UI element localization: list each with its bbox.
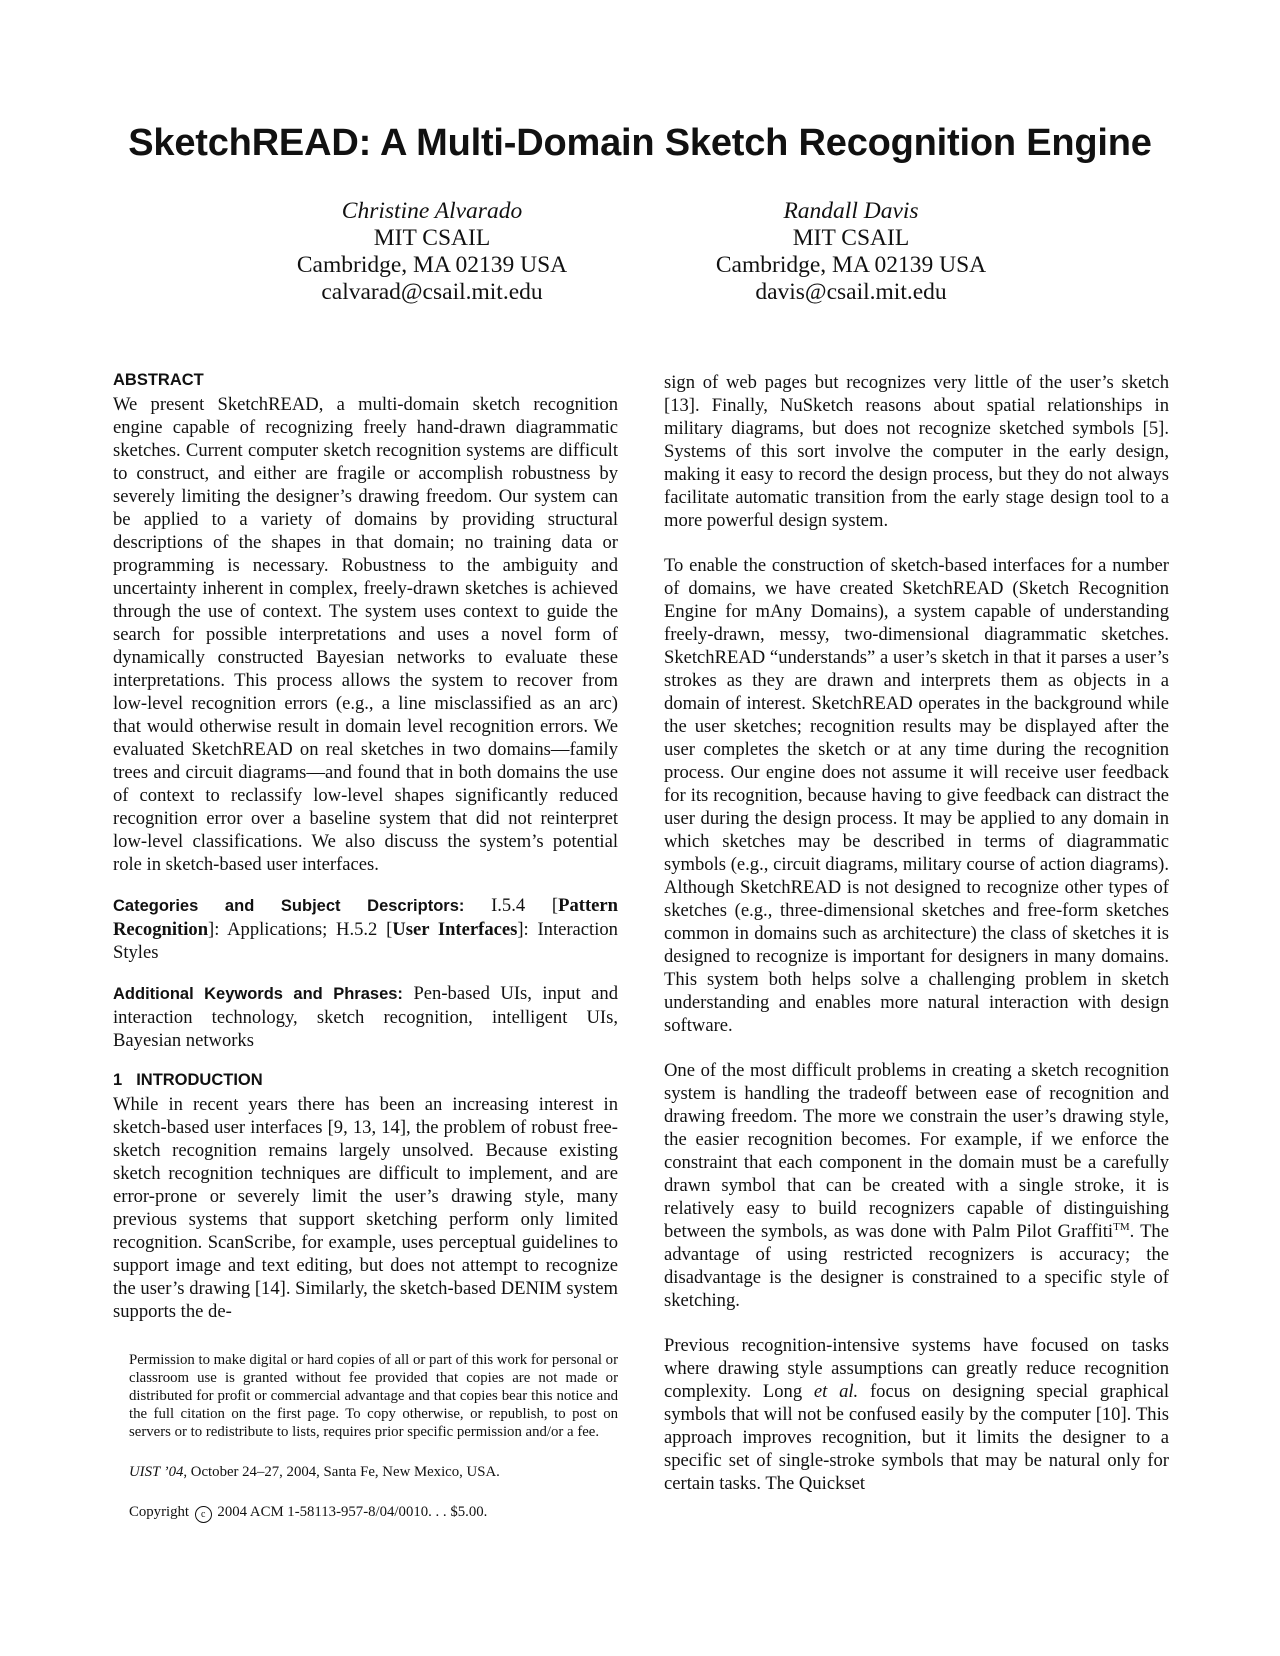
permission-notice: Permission to make digital or hard copies of all or part of this work for personal or classroom use is granted without fee provided that copies are not made or distributed for profit or commercial advantage and that copies bear this notice and the full citation on the first page. To copy otherwise, or republish, to post on servers or to redistribute to lists, requires prior specific permission and/or a fee. (129, 1352, 619, 1440)
abstract-heading: ABSTRACT (113, 371, 204, 389)
paragraph (664, 1059, 1169, 1312)
paragraph-text: Previous recognition-intensive systems have focused on tasks where drawing style assumptions can greatly reduce recognition complexity. Long (664, 1335, 1169, 1402)
categories-term: User Interfaces (392, 919, 518, 940)
introduction-heading (113, 1070, 618, 1090)
keywords-text (113, 982, 618, 1052)
copyright-line (129, 1503, 618, 1523)
right-column (664, 371, 1169, 1495)
paragraph (664, 1334, 1169, 1495)
author-address: Cambridge, MA 02139 USA (296, 252, 568, 278)
author-address: Cambridge, MA 02139 USA (715, 252, 987, 278)
author-block (641, 198, 1061, 306)
copyright-details: 2004 ACM 1-58113-957-8/04/0010. . . $5.00. (217, 1504, 488, 1520)
author-affiliation: MIT CSAIL (792, 225, 910, 251)
paper-title: SketchREAD: A Multi-Domain Sketch Recognition Engine (128, 122, 1152, 164)
categories-part: ]: Applications; H.5.2 [ (208, 919, 393, 940)
trademark-mark: TM (1113, 1220, 1130, 1233)
venue-name: UIST ’04 (129, 1464, 184, 1480)
copyright-footnote (113, 1351, 618, 1523)
copyright-symbol-icon: c (195, 1506, 212, 1523)
introduction-section (113, 1070, 618, 1323)
categories-text (113, 894, 618, 964)
paragraph: sign of web pages but recognizes very little of the user’s sketch [13]. Finally, NuSketch reasons about spatial relationships in military diagrams, but does not recognize sketched symbols [5]. Systems of this sort involve the computer in the early design, making it easy to record the design process, but they do not always facilitate automatic transition from the early stage design tool to a more powerful design system. (664, 372, 1169, 531)
author-block (222, 198, 642, 306)
keywords-section (113, 982, 618, 1052)
abstract-text: We present SketchREAD, a multi-domain sketch recognition engine capable of recognizing freely hand-drawn diagrammatic sketches. Current computer sketch recognition systems are difficult to construct, and either are fragile or accomplish robustness by severely limiting the designer’s drawing freedom. Our system can be applied to a variety of domains by providing structural descriptions of the shapes in that domain; no training data or programming is necessary. Robustness to the ambiguity and uncertainty inherent in complex, freely-drawn sketches is achieved through the use of context. The system uses context to guide the search for possible interpretations and uses a novel form of dynamically constructed Bayesian networks to evaluate these interpretations. This process allows the system to recover from low-level recognition errors (e.g., a line misclassified as an arc) that would otherwise result in domain level recognition errors. We evaluated SketchREAD on real sketches in two domains—family trees and circuit diagrams—and found that in both domains the use of context to reclassify low-level shapes significantly reduced recognition error over a baseline system that did not reinterpret low-level classifications. We also discuss the system’s potential role in sketch-based user interfaces. (113, 394, 618, 875)
keywords-heading: Additional Keywords and Phrases: (113, 985, 403, 1003)
categories-part: I.5.4 [ (491, 895, 559, 916)
categories-term: Pattern Recognition (113, 895, 618, 940)
paragraph-text: One of the most difficult problems in creating a sketch recognition system is handling the tradeoff between ease of recognition and drawing freedom. The more we constrain the user’s drawing style, the easier recognition becomes. For example, if we enforce the constraint that each component in the domain must be a carefully drawn symbol that can be created with a single stroke, it is relatively easy to build recognizers capable of distinguishing between the symbols, as was done with Palm Pilot Graffiti (664, 1060, 1169, 1242)
author-name: Randall Davis (783, 198, 919, 224)
keywords-list: Pen-based UIs, input and interaction technology, sketch recognition, intelligent UIs, Bayesian networks (113, 983, 619, 1051)
paragraph-text: . The advantage of using restricted recognizers is accuracy; the disadvantage is the designer is constrained to a specific style of sketching. (664, 1221, 1169, 1311)
paragraph-emphasis: et al. (813, 1381, 859, 1402)
paragraph: To enable the construction of sketch-based interfaces for a number of domains, we have created SketchREAD (Sketch Recognition Engine for mAny Domains), a system capable of understanding freely-drawn, messy, two-dimensional diagrammatic sketches. SketchREAD “understands” a user’s sketch in that it parses a user’s strokes as they are drawn and interprets them as objects in a domain of interest. SketchREAD operates in the background while the user sketches; recognition results may be displayed after the user completes the sketch or at any time during the recognition process. Our engine does not assume it will receive user feedback for its recognition, because having to give feedback can distract the user during the design process. It may be applied to any domain in which sketches may be described in terms of diagrammatic symbols (e.g., circuit diagrams, military course of action diagrams). Although SketchREAD is not designed to recognize other types of sketches (e.g., three-dimensional sketches and free-form sketches common in domains such as architecture) the class of sketches it is designed to recognize is important for designers in many domains. This system both helps solve a challenging problem in sketch understanding and enables more natural interaction with design software. (664, 555, 1169, 1036)
author-name: Christine Alvarado (341, 198, 523, 224)
venue-line (129, 1463, 618, 1481)
categories-section (113, 894, 618, 964)
author-email: davis@csail.mit.edu (755, 279, 947, 305)
section-title: INTRODUCTION (136, 1071, 263, 1089)
paragraph: While in recent years there has been an increasing interest in sketch-based user interfaces [9, 13, 14], the problem of robust free-sketch recognition remains largely unsolved. Because existing sketch recognition techniques are difficult to implement, and are error-prone or severely limit the user’s drawing style, many previous systems that support sketching perform only limited recognition. ScanScribe, for example, uses perceptual guidelines to support image and text editing, but does not attempt to recognize the user’s drawing [14]. Similarly, the sketch-based DENIM system supports the de- (113, 1094, 618, 1322)
categories-heading: Categories and Subject Descriptors: (113, 897, 465, 915)
categories-part: ]: Interaction Styles (113, 919, 618, 963)
author-email: calvarad@csail.mit.edu (321, 279, 543, 305)
paragraph-text: focus on designing special graphical symbols that will not be confused easily by the computer [10]. This approach improves recognition, but it limits the designer to a specific set of single-stroke symbols that may be natural only for certain tasks. The Quickset (664, 1381, 1170, 1494)
left-column (113, 370, 618, 1523)
copyright-label: Copyright (129, 1504, 190, 1520)
abstract-section (113, 370, 618, 876)
author-affiliation: MIT CSAIL (373, 225, 491, 251)
section-number: 1 (113, 1071, 123, 1089)
venue-details: , October 24–27, 2004, Santa Fe, New Mexico, USA. (183, 1464, 500, 1480)
